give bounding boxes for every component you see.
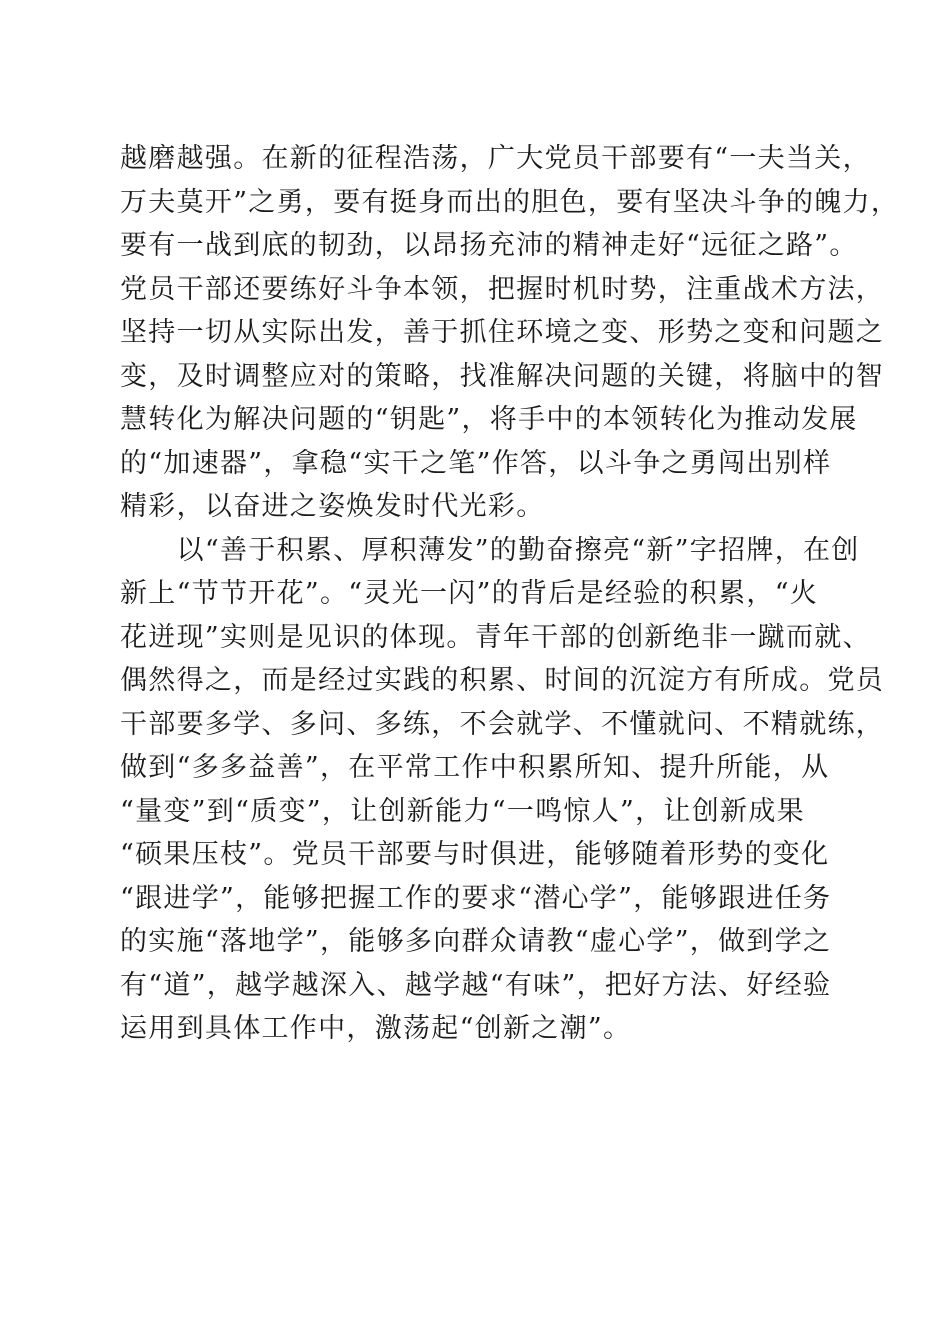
text-line: 的“加速器”，拿稳“实干之笔”作答，以斗争之勇闯出别样 (120, 447, 832, 479)
text-line: 做到“多多益善”，在平常工作中积累所知、提升所能，从 (120, 752, 830, 783)
text-line: 坚持一切从实际出发，善于抓住环境之变、形势之变和问题之 (120, 317, 885, 348)
text-line: “量变”到“质变”，让创新能力“一鸣惊人”，让创新成果 (120, 795, 805, 827)
text-line: 精彩，以奋进之姿焕发时代光彩。 (120, 491, 545, 522)
text-line: 干部要多学、多问、多练，不会就学、不懂就问、不精就练， (120, 708, 885, 740)
text-line: 的实施“落地学”，能够多向群众请教“虚心学”，做到学之 (120, 926, 832, 957)
text-line: 偶然得之，而是经过实践的积累、时间的沉淀方有所成。党员 (120, 665, 885, 696)
text-line: 慧转化为解决问题的“钥匙”，将手中的本领转化为推动发展 (120, 404, 858, 435)
body-text (120, 137, 900, 1051)
text-line: 新上“节节开花”。“灵光一闪”的背后是经验的积累，“火 (120, 578, 819, 609)
text-line: “跟进学”，能够把握工作的要求“潜心学”，能够跟进任务 (120, 882, 832, 914)
text-line: 万夫莫开”之勇，要有挺身而出的胆色，要有坚决斗争的魄力， (120, 186, 900, 218)
text-line: “硕果压枝”。党员干部要与时俱进，能够随着形势的变化 (120, 839, 830, 870)
text-line: 要有一战到底的韧劲，以昂扬充沛的精神走好“远征之路”。 (120, 230, 858, 261)
text-line: 变，及时调整应对的策略，找准解决问题的关键，将脑中的智 (120, 360, 885, 392)
text-line: 以“善于积累、厚积薄发”的勤奋擦亮“新”字招牌，在创 (120, 534, 860, 566)
text-line: 越磨越强。在新的征程浩荡，广大党员干部要有“一夫当关， (120, 143, 871, 174)
text-line: 有“道”，越学越深入、越学越“有味”，把好方法、好经验 (120, 969, 832, 1001)
text-line: 党员干部还要练好斗争本领，把握时机时势，注重战术方法， (120, 273, 885, 305)
text-line: 花迸现”实则是见识的体现。青年干部的创新绝非一蹴而就、 (120, 621, 871, 653)
text-line: 运用到具体工作中，激荡起“创新之潮”。 (120, 1013, 632, 1044)
